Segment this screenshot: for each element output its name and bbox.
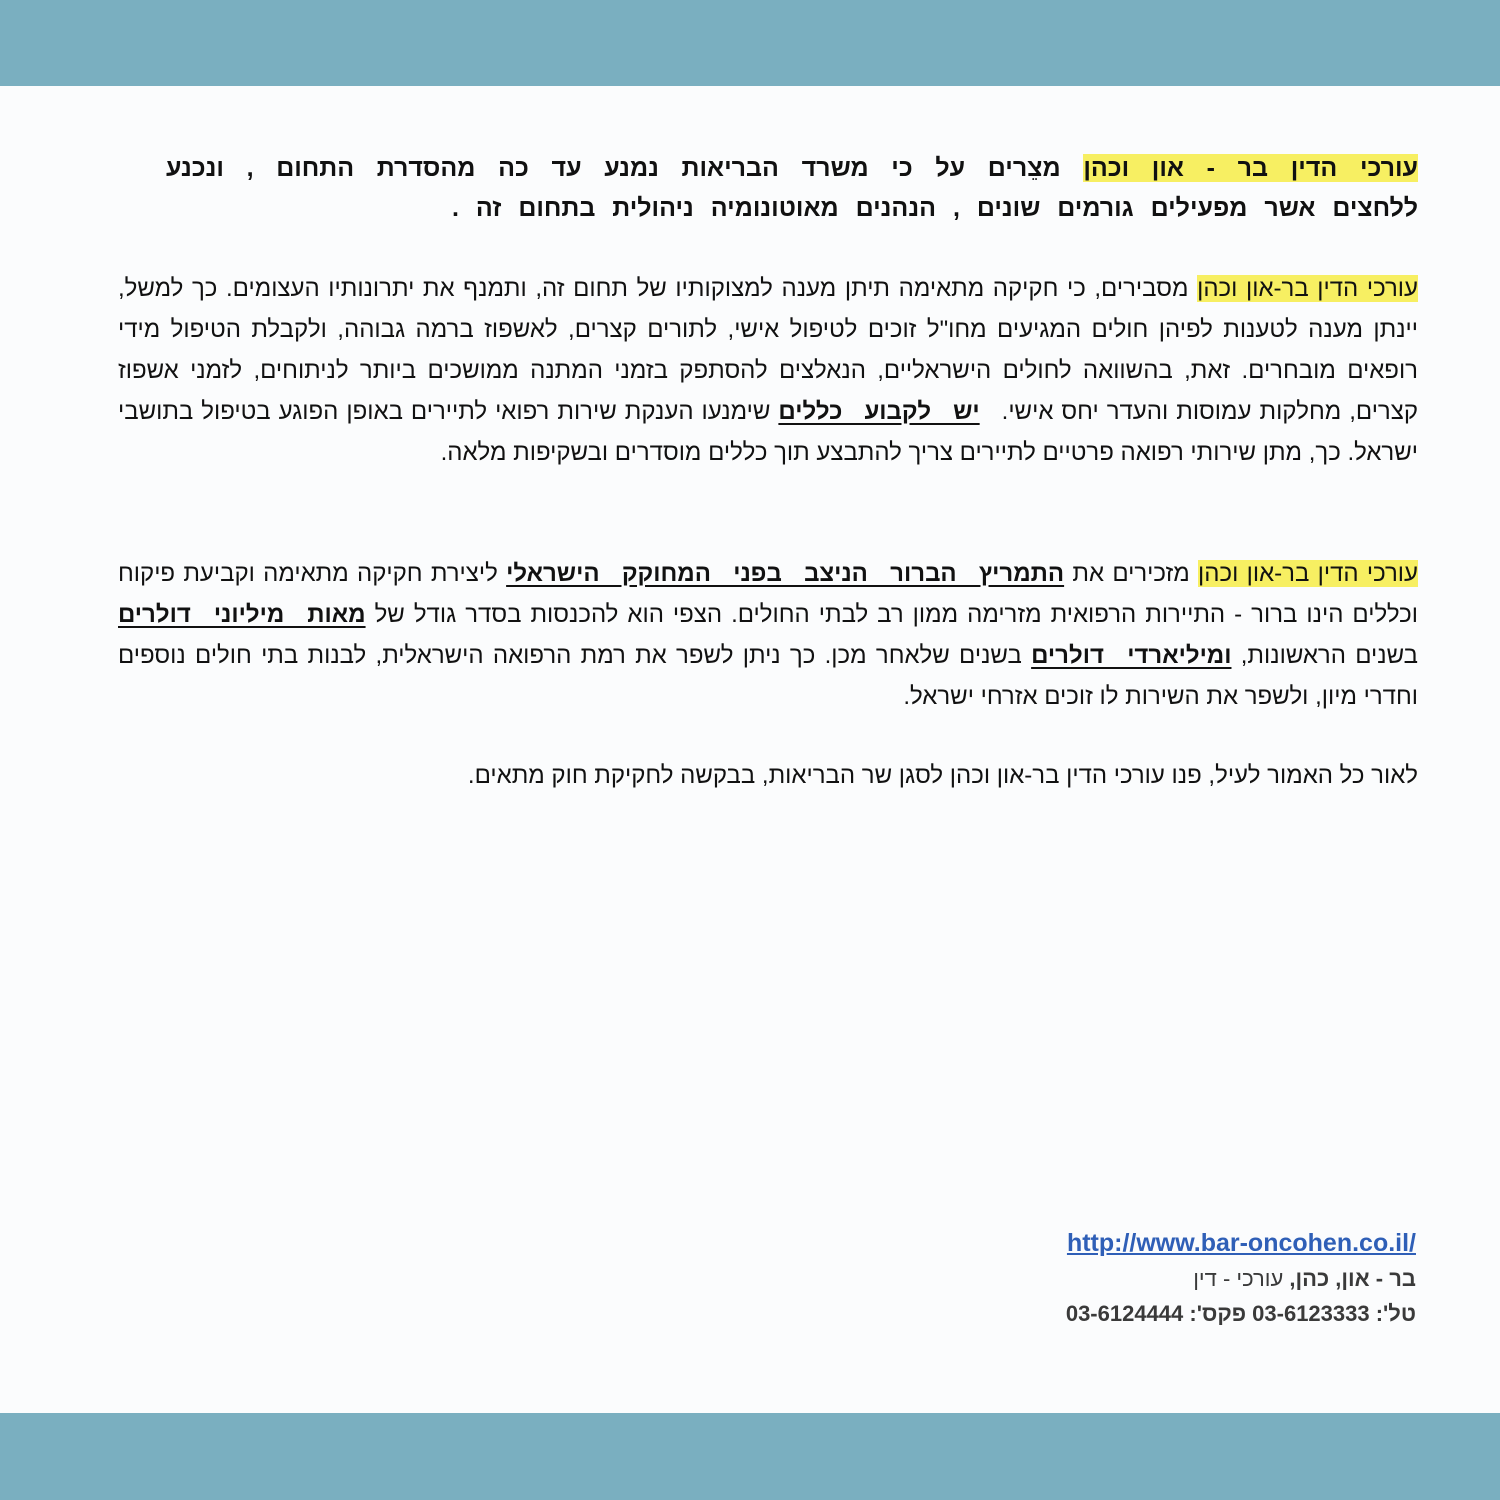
emphasis-hundreds-millions: מאות מיליוני דולרים bbox=[118, 601, 366, 628]
paragraph-3-text-a: מזכירים את bbox=[1064, 560, 1199, 587]
paragraph-2-text-b: שימנעו הענקת שירות רפואי לתיירים באופן הפוגע בטיפול בתושבי ישראל. כך, מתן שירותי רפואה פרטיים לתיירים צריך להתבצע תוך כללים מוסדרים ובשקיפות מלאה. bbox=[118, 398, 1418, 466]
paragraph-2-text-a: מסבירים, כי חקיקה מתאימה תיתן מענה למצוקותיו של תחום זה, ותמנף את יתרונותיו העצומים. כך למשל, יינתן מענה לטענות לפיהן חולים המגיעים מחו"ל זוכים לטיפול אישי, לתורים קצרים, לאשפוז ברמה גבוהה, ולקבלת הטיפול מידי רופאים מובחרים. זאת, בהשוואה לחולים הישראליים, הנאלצים להסתפק בזמני המתנה ממושכים ביותר לניתוחים, לזמני אשפוז קצרים, מחלקות עמוסות והעדר יחס אישי. bbox=[118, 275, 1418, 425]
paragraph-1-text: מצֵרים על כי משרד הבריאות נמנע עד כה מהסדרת התחום , ונכנע ללחצים אשר מפעילים גורמים שונים , הנהנים מאוטונומיה ניהולית בתחום זה . bbox=[166, 154, 1418, 222]
top-frame-band bbox=[0, 0, 1500, 86]
emphasis-incentive: התמריץ הברור הניצב בפני המחוקק הישראלי bbox=[506, 560, 1065, 587]
document-body bbox=[118, 148, 1418, 796]
firm-title: עורכי - דין bbox=[1193, 1266, 1290, 1291]
paragraph-2 bbox=[118, 268, 1418, 473]
highlighted-firm-name: עורכי הדין בר - און וכהן bbox=[1083, 154, 1418, 182]
phone-fax-line: טל': 03-6123333 פקס': 03-6124444 bbox=[1065, 1301, 1416, 1326]
paragraph-1 bbox=[118, 148, 1418, 228]
paragraph-3 bbox=[118, 553, 1418, 717]
contact-footer bbox=[1066, 1226, 1416, 1331]
paragraph-3-text-c: בשנים הראשונות, bbox=[1231, 642, 1418, 669]
paragraph-4 bbox=[118, 755, 1418, 796]
website-link[interactable]: http://www.bar-oncohen.co.il/ bbox=[1066, 1229, 1416, 1257]
paragraph-4-text: לאור כל האמור לעיל, פנו עורכי הדין בר-און וכהן לסגן שר הבריאות, בבקשה לחקיקת חוק מתאים. bbox=[467, 762, 1418, 789]
paragraph-3-text-d: בשנים שלאחר מכן. כך ניתן לשפר את רמת הרפואה הישראלית, לבנות בתי חולים נוספים וחדרי מיון, ולשפר את השירות לו זוכים אזרחי ישראל. bbox=[118, 642, 1418, 710]
highlighted-firm-name: עורכי הדין בר-און וכהן bbox=[1197, 275, 1418, 302]
paragraph-3-text-b: ליצירת חקיקה מתאימה וקביעת פיקוח וכללים הינו ברור - התיירות הרפואית מזרימה ממון רב לבתי החולים. הצפי הוא להכנסות בסדר גודל של bbox=[118, 560, 1418, 628]
document-page bbox=[0, 86, 1500, 1413]
emphasis-billions: ומיליארדי דולרים bbox=[1031, 642, 1232, 669]
firm-name: בר - און, כהן, bbox=[1289, 1266, 1416, 1291]
emphasis-rules: יש לקבוע כללים bbox=[778, 398, 980, 425]
firm-signature bbox=[1066, 1261, 1416, 1296]
highlighted-firm-name: עורכי הדין בר-און וכהן bbox=[1198, 560, 1419, 587]
bottom-frame-band bbox=[0, 1413, 1500, 1500]
